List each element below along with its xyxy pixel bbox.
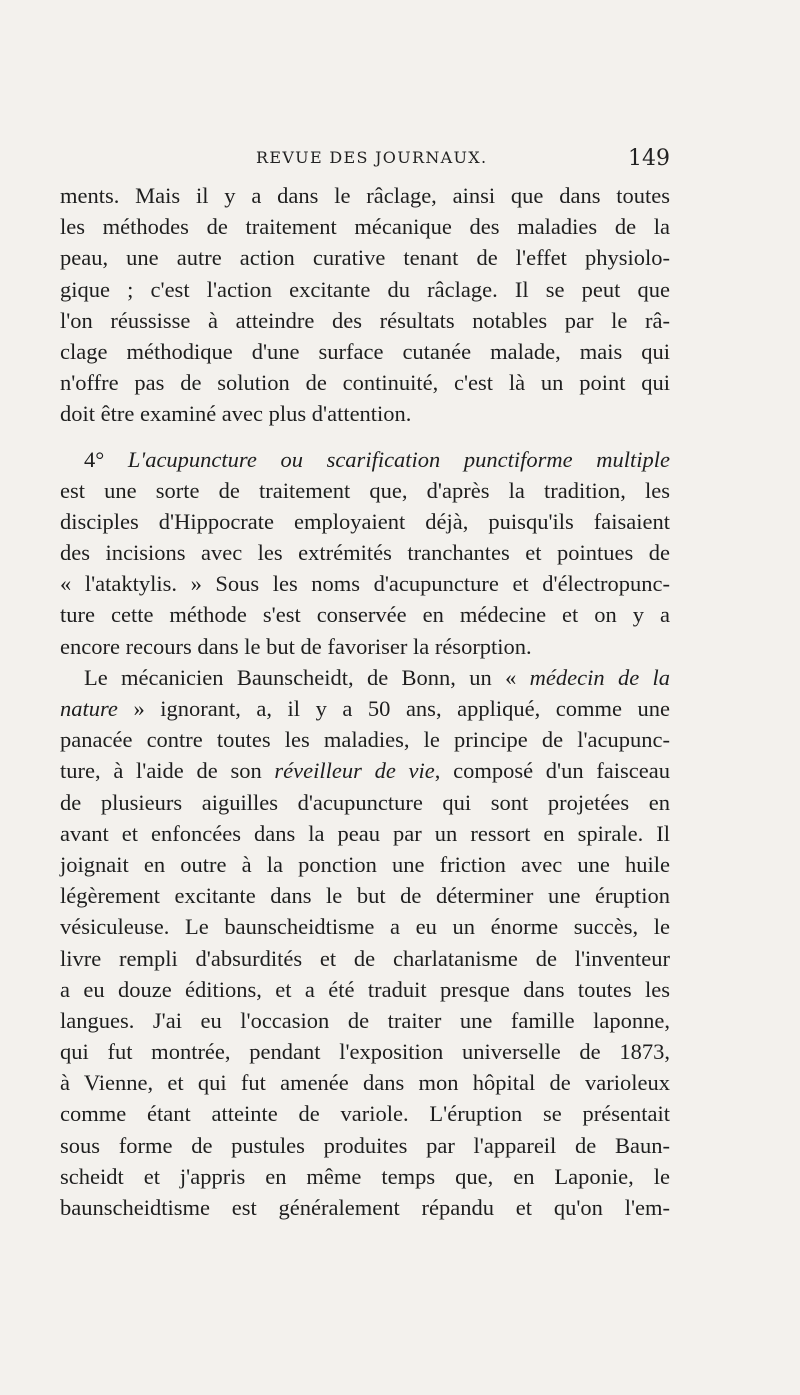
text-line: joignait en outre à la ponction une friction avec une huile: [60, 851, 670, 877]
text-line: légèrement excitante dans le but de déterminer une éruption: [60, 883, 670, 909]
text-line: qui fut montrée, pendant l'exposition universelle de 1873,: [60, 1039, 670, 1065]
italic-phrase: médecin de la: [529, 664, 670, 690]
text-line: vésiculeuse. Le baunscheidtisme a eu un énorme succès, le: [60, 914, 670, 940]
text-line: des incisions avec les extrémités tranchantes et pointues de: [60, 540, 670, 566]
text-line: à Vienne, et qui fut amenée dans mon hôpital de varioleux: [60, 1070, 670, 1096]
text-line: clage méthodique d'une surface cutanée malade, mais qui: [60, 338, 670, 364]
paragraph-3: [60, 662, 670, 1223]
text-line: ture cette méthode s'est conservée en médecine et on y a: [60, 602, 670, 628]
section-heading-line: [60, 444, 670, 475]
text-line: livre rempli d'absurdités et de charlatanisme de l'inventeur: [60, 945, 670, 971]
text-line: n'offre pas de solution de continuité, c'est là un point qui: [60, 370, 670, 396]
text-line: baunscheidtisme est généralement répandu et qu'on l'em-: [60, 1195, 670, 1220]
text-line: l'on réussisse à atteindre des résultats notables par le râ-: [60, 307, 670, 333]
text-line: de plusieurs aiguilles d'acupuncture qui sont projetées en: [60, 789, 670, 815]
section-number: 4°: [84, 446, 128, 472]
body-text: [60, 180, 670, 1223]
text-line: a eu douze éditions, et a été traduit presque dans toutes les: [60, 976, 670, 1002]
text-line: encore recours dans le but de favoriser la résorption.: [60, 633, 532, 659]
text-line: scheidt et j'appris en même temps que, en Laponie, le: [60, 1163, 670, 1189]
text-line: [60, 693, 670, 724]
text-line: avant et enfoncées dans la peau par un ressort en spirale. Il: [60, 820, 670, 846]
text-line: les méthodes de traitement mécanique des maladies de la: [60, 214, 670, 240]
text-span: , composé d'un faisceau: [434, 758, 670, 784]
text-line: peau, une autre action curative tenant de l'effet physiolo-: [60, 245, 670, 271]
text-line: est une sorte de traitement que, d'après la tradition, les: [60, 477, 670, 503]
text-line: comme étant atteinte de variole. L'éruption se présentait: [60, 1101, 670, 1127]
text-line: sous forme de pustules produites par l'appareil de Baun-: [60, 1132, 670, 1158]
paragraph-1: [60, 180, 670, 430]
text-span: » ignorant, a, il y a 50 ans, appliqué, comme une: [117, 696, 670, 721]
section-title: L'acupuncture ou scarification punctiforme multiple: [127, 446, 671, 472]
italic-phrase: nature: [60, 696, 118, 721]
italic-phrase: réveilleur de vie: [274, 758, 435, 784]
page-number: 149: [628, 146, 670, 171]
paragraph-2: [60, 444, 670, 662]
text-line: doit être examiné avec plus d'attention.: [60, 401, 412, 427]
text-line: gique ; c'est l'action excitante du râclage. Il se peut que: [60, 276, 670, 302]
paragraph-spacer: [60, 430, 670, 444]
text-span: Le mécanicien Baunscheidt, de Bonn, un «: [84, 664, 530, 690]
text-line: ments. Mais il y a dans le râclage, ainsi que dans toutes: [60, 183, 670, 208]
text-line: « l'ataktylis. » Sous les noms d'acupuncture et d'électropunc-: [60, 571, 670, 597]
text-line: disciples d'Hippocrate employaient déjà, puisqu'ils faisaient: [60, 508, 670, 534]
text-line: panacée contre toutes les maladies, le principe de l'acupunc-: [60, 727, 670, 753]
running-head: REVUE DES JOURNAUX.: [256, 148, 488, 167]
text-line: [60, 755, 670, 786]
text-line: langues. J'ai eu l'occasion de traiter une famille laponne,: [60, 1007, 670, 1033]
text-line: [60, 662, 670, 693]
page-header: [60, 148, 670, 172]
text-span: ture, à l'aide de son: [60, 758, 275, 784]
